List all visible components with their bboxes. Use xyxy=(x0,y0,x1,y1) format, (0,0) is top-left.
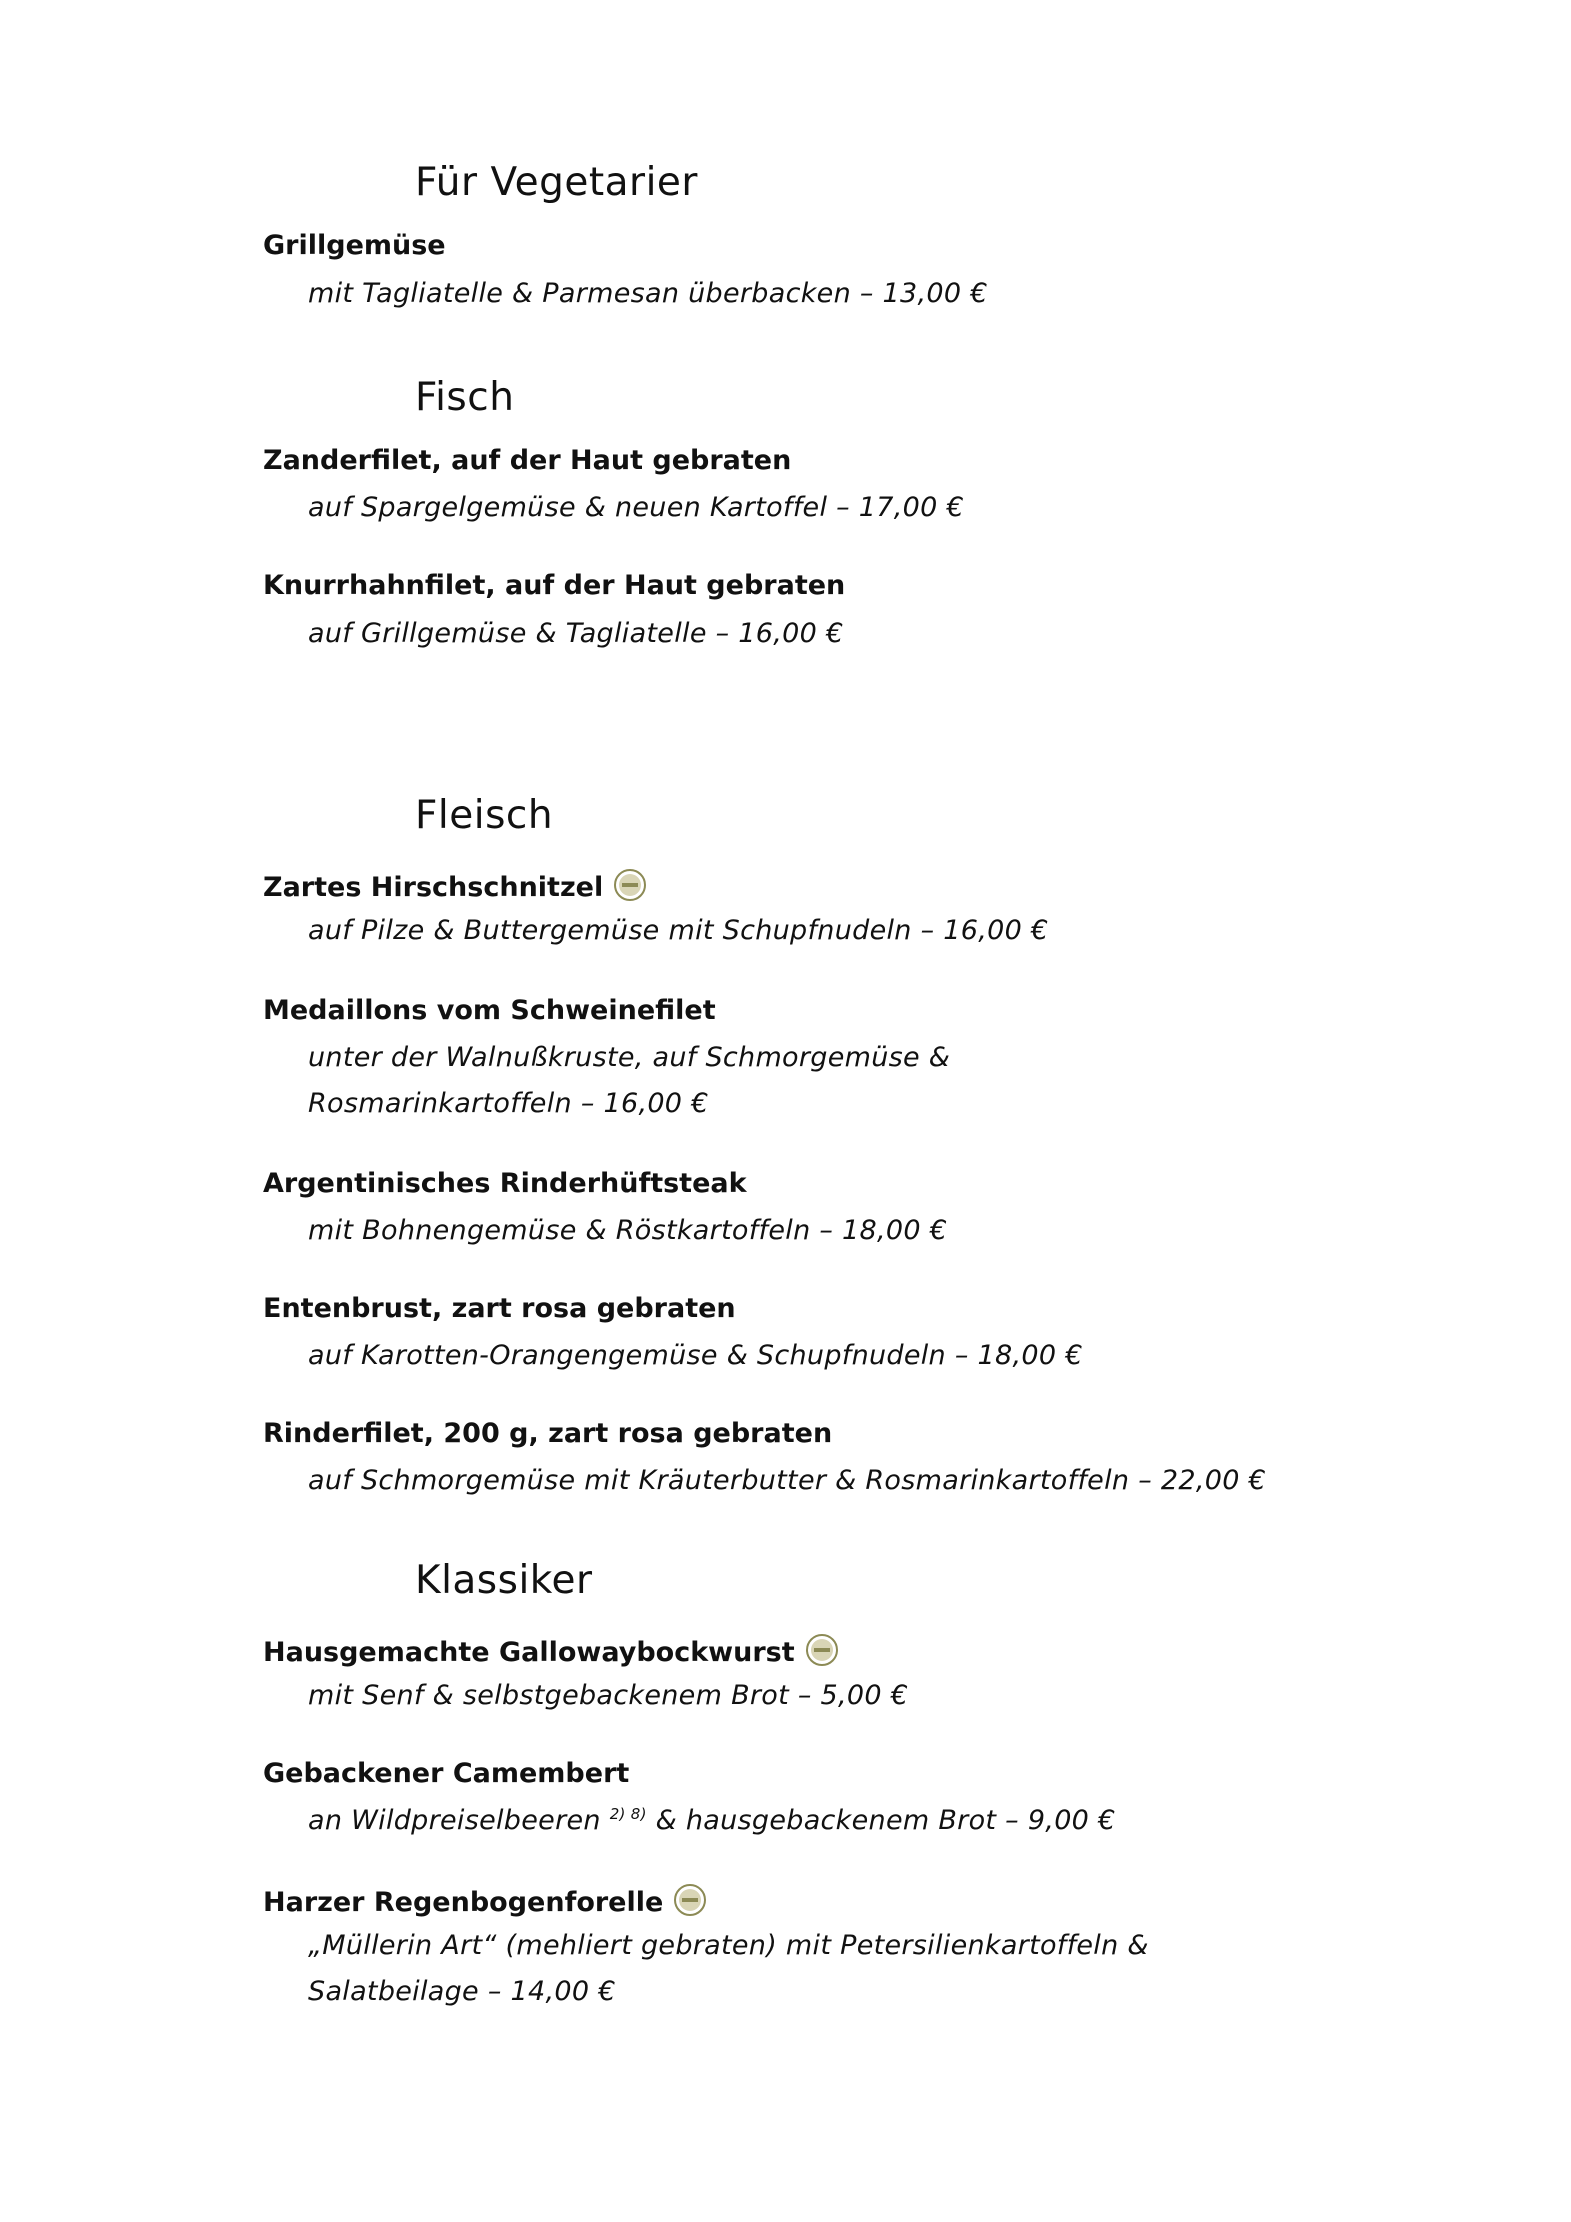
dish-description: mit Tagliatelle & Parmesan überbacken – 13,00 € xyxy=(308,278,988,309)
dish-description xyxy=(308,1465,1266,1496)
dish-name-with-seal xyxy=(263,1633,839,1668)
regional-seal-icon xyxy=(673,1883,707,1917)
dish-name: Knurrhahnfilet, auf der Haut gebraten xyxy=(263,570,846,601)
dish-name-text: Zartes Hirschschnitzel xyxy=(263,872,604,903)
dish-description-line1: „Müllerin Art“ (mehliert gebraten) mit Petersilienkartoffeln & xyxy=(308,1930,1149,1961)
dish-description: auf Grillgemüse & Tagliatelle – 16,00 € xyxy=(308,618,844,649)
dish-description: auf Spargelgemüse & neuen Kartoffel – 17,00 € xyxy=(308,492,964,523)
section-title-klassiker: Klassiker xyxy=(415,1558,593,1603)
section-title-fleisch: Fleisch xyxy=(415,793,554,838)
dish-description: auf Pilze & Buttergemüse mit Schupfnudeln – 16,00 € xyxy=(308,915,1049,946)
section-title-vegetarier: Für Vegetarier xyxy=(415,160,698,205)
dish-name: Gebackener Camembert xyxy=(263,1758,630,1789)
dish-description: auf Karotten-Orangengemüse & Schupfnudeln – 18,00 € xyxy=(308,1340,1083,1371)
dish-description: mit Senf & selbstgebackenem Brot – 5,00 € xyxy=(308,1680,909,1711)
dish-name: Rinderfilet, 200 g, zart rosa gebraten xyxy=(263,1418,833,1449)
dish-description-side: Rosmarinkartoffeln xyxy=(865,1465,1130,1496)
dish-name-with-seal xyxy=(263,1883,707,1918)
dish-description-part: auf Schmorgemüse mit Kräuterbutter & xyxy=(308,1465,866,1496)
regional-seal-icon xyxy=(613,868,647,902)
allergen-footnote: 2) 8) xyxy=(609,1805,647,1823)
dish-description-price: – 22,00 € xyxy=(1129,1465,1267,1496)
dish-name: Argentinisches Rinderhüftsteak xyxy=(263,1168,747,1199)
dish-name-with-seal xyxy=(263,868,647,903)
dish-description-line2: Rosmarinkartoffeln – 16,00 € xyxy=(308,1088,709,1119)
dish-name: Grillgemüse xyxy=(263,230,446,261)
dish-description-part: & hausgebackenem Brot – 9,00 € xyxy=(646,1805,1116,1836)
dish-name: Zanderfilet, auf der Haut gebraten xyxy=(263,445,792,476)
section-title-fisch: Fisch xyxy=(415,375,515,420)
dish-name: Entenbrust, zart rosa gebraten xyxy=(263,1293,736,1324)
dish-name-text: Hausgemachte Gallowaybockwurst xyxy=(263,1637,795,1668)
dish-description-line2: Salatbeilage – 14,00 € xyxy=(308,1976,616,2007)
dish-description: mit Bohnengemüse & Röstkartoffeln – 18,00 € xyxy=(308,1215,948,1246)
dish-description-line1: unter der Walnußkruste, auf Schmorgemüse & xyxy=(308,1042,951,1073)
dish-description xyxy=(308,1805,1116,1836)
dish-name: Medaillons vom Schweinefilet xyxy=(263,995,716,1026)
dish-name-text: Harzer Regenbogenforelle xyxy=(263,1887,664,1918)
regional-seal-icon xyxy=(805,1633,839,1667)
dish-description-part: an Wildpreiselbeeren xyxy=(308,1805,610,1836)
